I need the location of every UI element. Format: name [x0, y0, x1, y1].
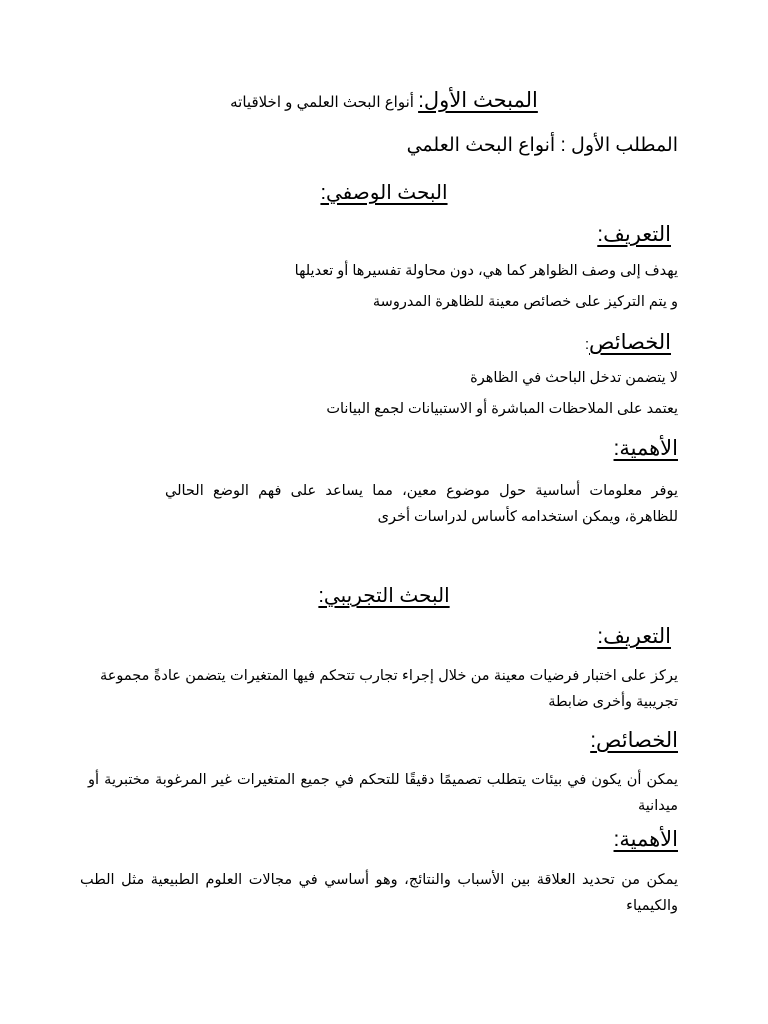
descriptive-importance-heading: الأهمية:: [613, 437, 678, 460]
experimental-features-text: يمكن أن يكون في بيئات يتطلب تصميمًا دقيقًا للتحكم في جميع المتغيرات غير المرغوبة مختبرية أو ميدانية: [88, 772, 678, 814]
descriptive-definition-heading: التعريف:: [597, 223, 671, 246]
subsection-title: المطلب الأول : أنواع البحث العلمي: [406, 135, 678, 156]
page-title: [0, 88, 768, 113]
experimental-definition-heading: التعريف:: [597, 625, 671, 648]
descriptive-heading: البحث الوصفي:: [320, 182, 448, 204]
experimental-importance-text: يمكن من تحديد العلاقة بين الأسباب والنتائج، وهو أساسي في مجالات العلوم الطبيعية مثل الطب والكيمياء: [80, 872, 678, 914]
descriptive-features-heading: الخصائص:: [584, 331, 671, 354]
descriptive-feature-line-1: لا يتضمن تدخل الباحث في الظاهرة: [470, 370, 678, 386]
descriptive-definition-line-2: و يتم التركيز على خصائص معينة للظاهرة المدروسة: [372, 294, 678, 310]
section-title-head: المبحث الأول:: [418, 89, 538, 112]
experimental-heading: البحث التجريبي:: [318, 585, 450, 607]
experimental-importance-heading: الأهمية:: [613, 828, 678, 851]
experimental-features-heading: الخصائص:: [590, 729, 678, 752]
experimental-definition-text: يركز على اختبار فرضيات معينة من خلال إجراء تجارب تتحكم فيها المتغيرات يتضمن عادةً مجموعة تجريبية وأخرى ضابطة: [100, 668, 678, 710]
descriptive-feature-line-2: يعتمد على الملاحظات المباشرة أو الاستبيانات لجمع البيانات: [326, 401, 678, 417]
descriptive-importance-text: يوفر معلومات أساسية حول موضوع معين، مما يساعد على فهم الوضع الحالي للظاهرة، ويمكن استخدامه كأساس لدراسات أخرى: [165, 483, 678, 525]
descriptive-definition-line-1: يهدف إلى وصف الظواهر كما هي، دون محاولة تفسيرها أو تعديلها: [294, 263, 678, 279]
section-title-rest: أنواع البحث العلمي و اخلاقياته: [230, 94, 419, 111]
